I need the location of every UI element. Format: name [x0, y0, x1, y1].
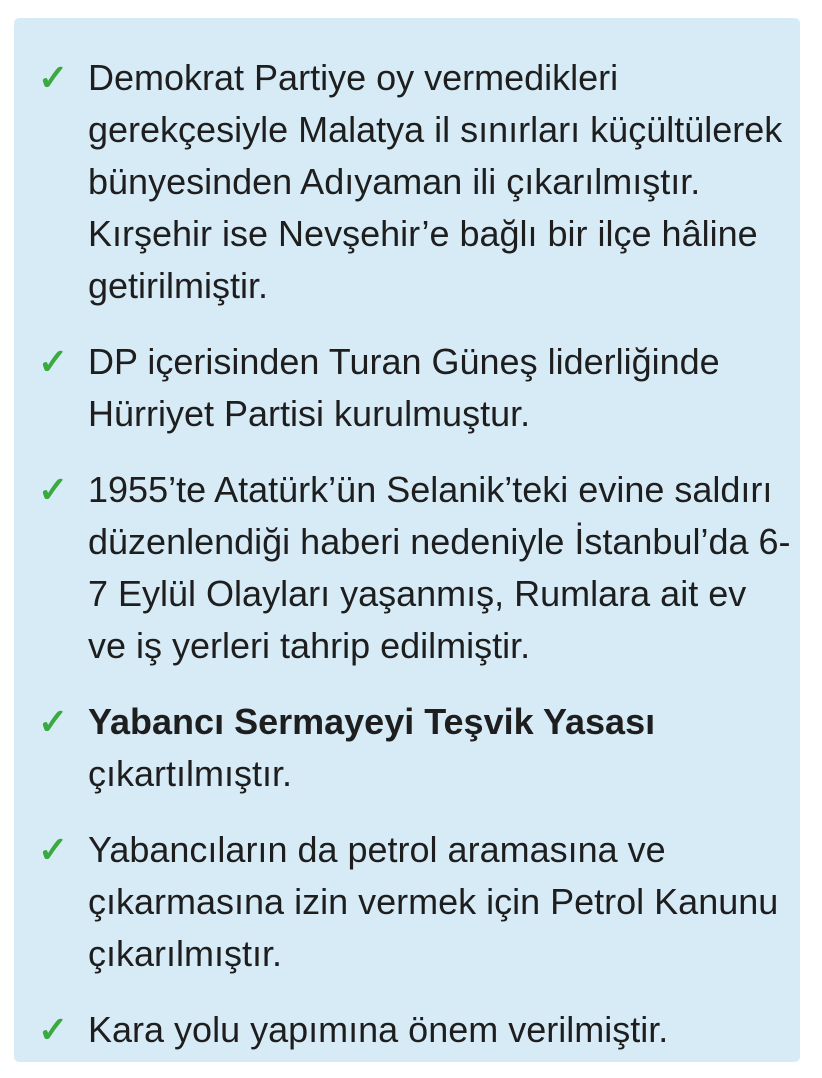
- list-item: [38, 52, 792, 312]
- list-item: [38, 336, 792, 440]
- list-item: [38, 1004, 792, 1056]
- check-icon: ✓: [38, 701, 69, 742]
- list-item-text: Kara yolu yapımına önem verilmiştir.: [88, 1009, 669, 1050]
- list-item-text: Yabancıların da petrol aramasına ve çıkarmasına izin vermek için Petrol Kanunu çıkarılmıştır.: [88, 829, 779, 974]
- list-item: [38, 464, 792, 672]
- check-icon: ✓: [38, 1009, 69, 1050]
- check-icon: ✓: [38, 829, 69, 870]
- list-item-text: 1955’te Atatürk’ün Selanik’teki evine saldırı düzenlendiği haberi nedeniyle İstanbul’da 6-7 Eylül Olayları yaşanmış, Rumlara ait ev ve iş yerleri tahrip edilmiştir.: [88, 469, 791, 666]
- check-icon: ✓: [38, 57, 69, 98]
- check-icon: ✓: [38, 341, 69, 382]
- info-card: [14, 18, 800, 1062]
- list-item-text-rest: çıkartılmıştır.: [88, 753, 293, 794]
- list-item-text: DP içerisinden Turan Güneş liderliğinde Hürriyet Partisi kurulmuştur.: [88, 341, 720, 434]
- list-item-text: [88, 696, 792, 800]
- list-item: [38, 696, 792, 800]
- bullet-list: [38, 52, 792, 1056]
- list-item: [38, 824, 792, 980]
- list-item-text: Demokrat Partiye oy vermedikleri gerekçesiyle Malatya il sınırları küçültülerek bünyesinden Adıyaman ili çıkarılmıştır. Kırşehir ise Nevşehir’e bağlı bir ilçe hâline getirilmiştir.: [88, 57, 783, 306]
- check-icon: ✓: [38, 469, 69, 510]
- list-item-text-bold: Yabancı Sermayeyi Teşvik Yasası: [88, 701, 656, 742]
